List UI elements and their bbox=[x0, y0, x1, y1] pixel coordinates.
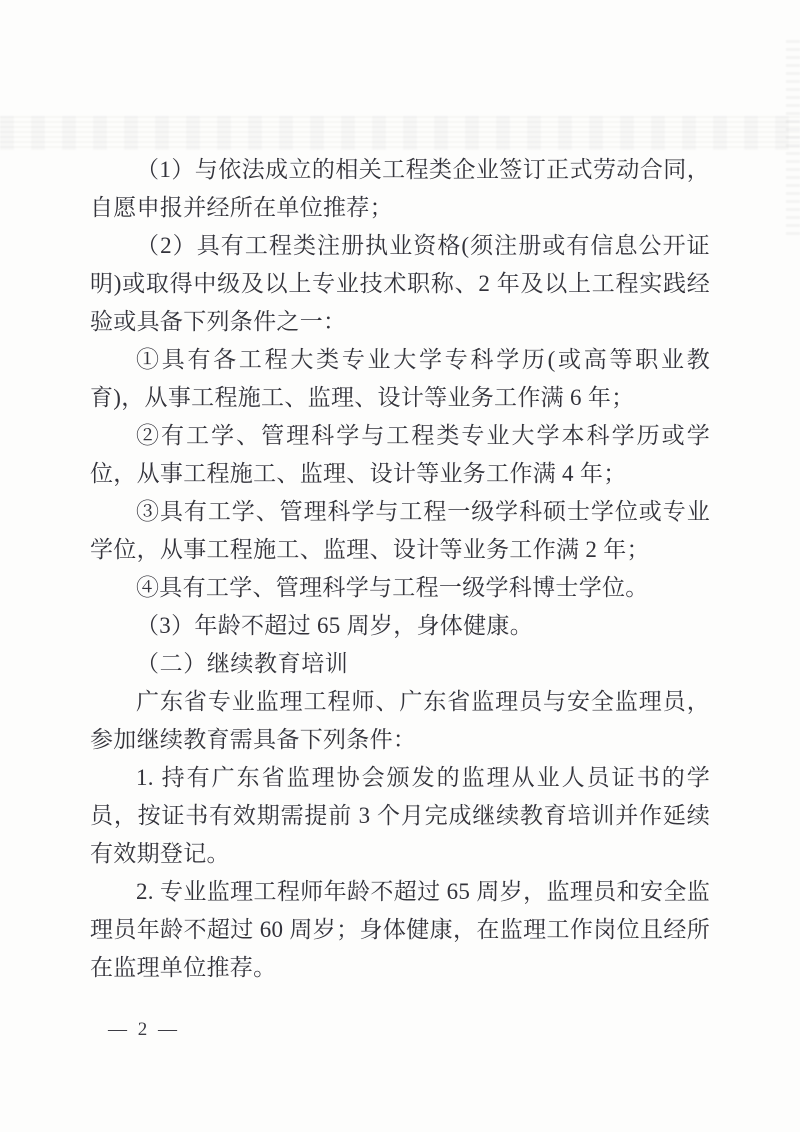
paragraph-requirement-2: 2. 专业监理工程师年龄不超过 65 周岁，监理员和安全监理员年龄不超过 60 周岁；身体健康，在监理工作岗位且经所在监理单位推荐。 bbox=[90, 879, 710, 980]
paragraph-requirement-1: 1. 持有广东省监理协会颁发的监理从业人员证书的学员，按证书有效期需提前 3 个月完成继续教育培训并作延续有效期登记。 bbox=[90, 765, 710, 866]
paragraph-subitem-3: ③具有工学、管理科学与工程一级学科硕士学位或专业学位，从事工程施工、监理、设计等业务工作满 2 年； bbox=[90, 499, 710, 562]
paragraph-subitem-2: ②有工学、管理科学与工程类专业大学本科学历或学位，从事工程施工、监理、设计等业务工作满 4 年； bbox=[90, 423, 710, 486]
paragraph-condition-3: （3）年龄不超过 65 周岁，身体健康。 bbox=[136, 613, 533, 638]
paragraph-subitem-1: ①具有各工程大类专业大学专科学历(或高等职业教育)，从事工程施工、监理、设计等业务工作满 6 年； bbox=[90, 347, 710, 410]
document-body bbox=[90, 151, 710, 987]
scan-noise-artifact bbox=[786, 40, 800, 240]
page-number: — 2 — bbox=[108, 1019, 180, 1040]
paragraph-condition-1: （1）与依法成立的相关工程类企业签订正式劳动合同，自愿申报并经所在单位推荐； bbox=[90, 157, 710, 220]
scan-noise-artifact bbox=[0, 116, 800, 150]
paragraph-intro-continuing-education: 广东省专业监理工程师、广东省监理员与安全监理员，参加继续教育需具备下列条件： bbox=[90, 689, 710, 752]
paragraph-subitem-4: ④具有工学、管理科学与工程一级学科博士学位。 bbox=[136, 575, 649, 600]
paragraph-condition-2: （2）具有工程类注册执业资格(须注册或有信息公开证明)或取得中级及以上专业技术职称、2 年及以上工程实践经验或具备下列条件之一： bbox=[90, 233, 710, 334]
section-heading-continuing-education: （二）继续教育培训 bbox=[136, 651, 349, 676]
